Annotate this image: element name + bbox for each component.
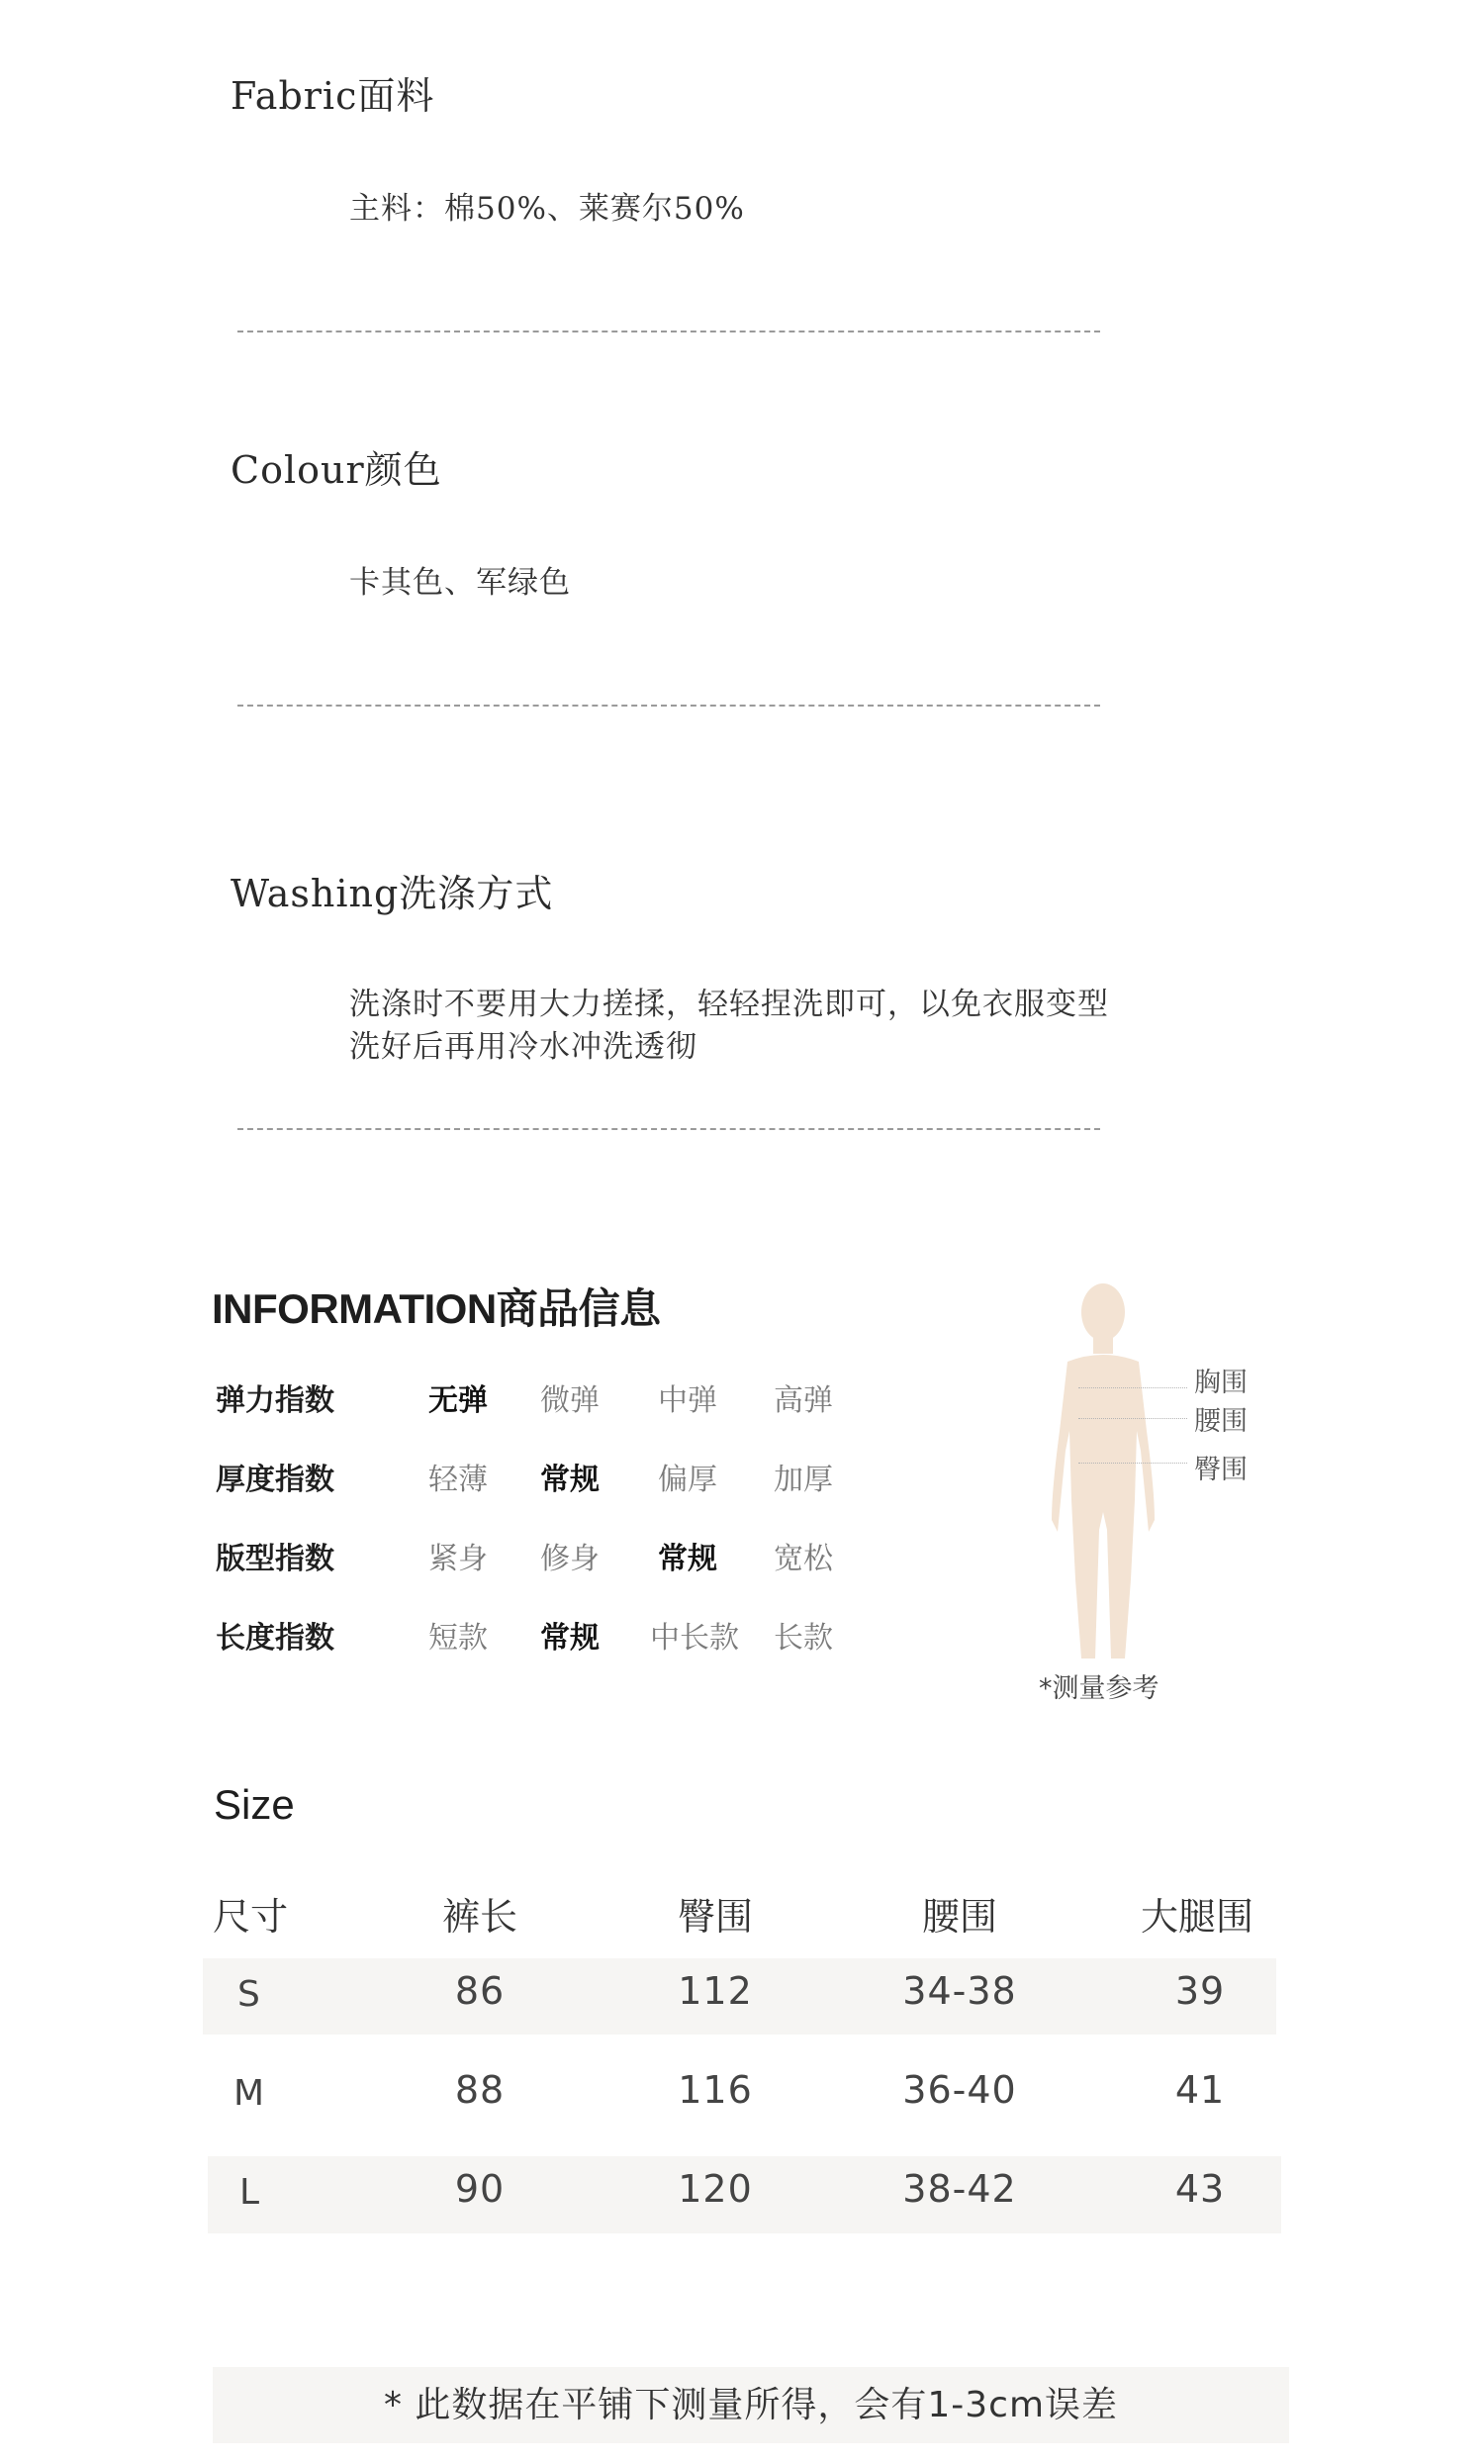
washing-line-2: 洗好后再用冷水冲洗透彻	[349, 1029, 697, 1065]
divider	[237, 705, 1100, 707]
table-cell: 112	[678, 1969, 753, 2013]
waist-guide-line	[1078, 1418, 1187, 1419]
table-cell: 116	[678, 2068, 753, 2112]
table-cell-size: M	[233, 2073, 265, 2114]
index-option: 长款	[774, 1621, 833, 1656]
table-cell: 90	[454, 2167, 506, 2211]
index-label: 版型指数	[216, 1542, 334, 1576]
header-hip: 臀围	[677, 1895, 753, 1939]
colour-title: Colour颜色	[231, 448, 442, 492]
measure-reference-note: *测量参考	[1039, 1673, 1159, 1704]
index-option: 常规	[658, 1542, 717, 1576]
index-option: 轻薄	[428, 1463, 488, 1497]
header-thigh: 大腿围	[1140, 1895, 1253, 1939]
index-option: 微弹	[540, 1383, 600, 1418]
table-cell: 34-38	[902, 1969, 1017, 2013]
index-option: 中长款	[650, 1621, 739, 1656]
table-cell: 86	[454, 1969, 506, 2013]
table-cell-size: S	[237, 1974, 260, 2015]
washing-title: Washing洗涤方式	[231, 872, 554, 915]
index-option: 短款	[428, 1621, 488, 1656]
footnote-box	[213, 2367, 1289, 2443]
hip-guide-line	[1078, 1463, 1187, 1464]
index-option: 高弹	[774, 1383, 833, 1418]
header-length: 裤长	[441, 1895, 517, 1939]
chest-guide-line	[1078, 1387, 1187, 1388]
table-cell: 36-40	[902, 2068, 1017, 2112]
index-option: 常规	[540, 1463, 600, 1497]
size-title: Size	[214, 1781, 295, 1828]
index-option: 无弹	[428, 1383, 488, 1418]
table-cell: 88	[454, 2068, 506, 2112]
divider	[237, 331, 1100, 332]
index-option: 修身	[540, 1542, 600, 1576]
fabric-title: Fabric面料	[231, 74, 435, 118]
index-label: 弹力指数	[216, 1383, 334, 1418]
index-option: 加厚	[774, 1463, 833, 1497]
header-waist: 腰围	[921, 1895, 997, 1939]
index-option: 偏厚	[658, 1463, 717, 1497]
index-option: 紧身	[428, 1542, 488, 1576]
waist-label: 腰围	[1194, 1406, 1248, 1437]
table-cell: 39	[1174, 1969, 1226, 2013]
washing-line-1: 洗涤时不要用大力搓揉，轻轻捏洗即可，以免衣服变型	[349, 987, 1109, 1022]
table-cell-size: L	[239, 2172, 260, 2213]
header-size: 尺寸	[212, 1895, 288, 1939]
table-cell: 120	[678, 2167, 753, 2211]
table-cell: 43	[1174, 2167, 1226, 2211]
information-title: INFORMATION商品信息	[212, 1285, 661, 1332]
chest-label: 胸围	[1194, 1368, 1248, 1398]
hip-label: 臀围	[1194, 1455, 1248, 1485]
divider	[237, 1128, 1100, 1130]
index-option: 常规	[540, 1621, 600, 1656]
table-cell: 41	[1174, 2068, 1226, 2112]
index-option: 宽松	[774, 1542, 833, 1576]
index-label: 长度指数	[216, 1621, 334, 1656]
colour-body: 卡其色、军绿色	[349, 565, 571, 601]
index-option: 中弹	[658, 1383, 717, 1418]
table-cell: 38-42	[902, 2167, 1017, 2211]
footnote-text: * 此数据在平铺下测量所得，会有1-3cm误差	[383, 2385, 1119, 2425]
index-label: 厚度指数	[216, 1463, 334, 1497]
body-figure-icon	[1044, 1282, 1162, 1662]
fabric-body: 主料：棉50%、莱赛尔50%	[349, 191, 745, 227]
